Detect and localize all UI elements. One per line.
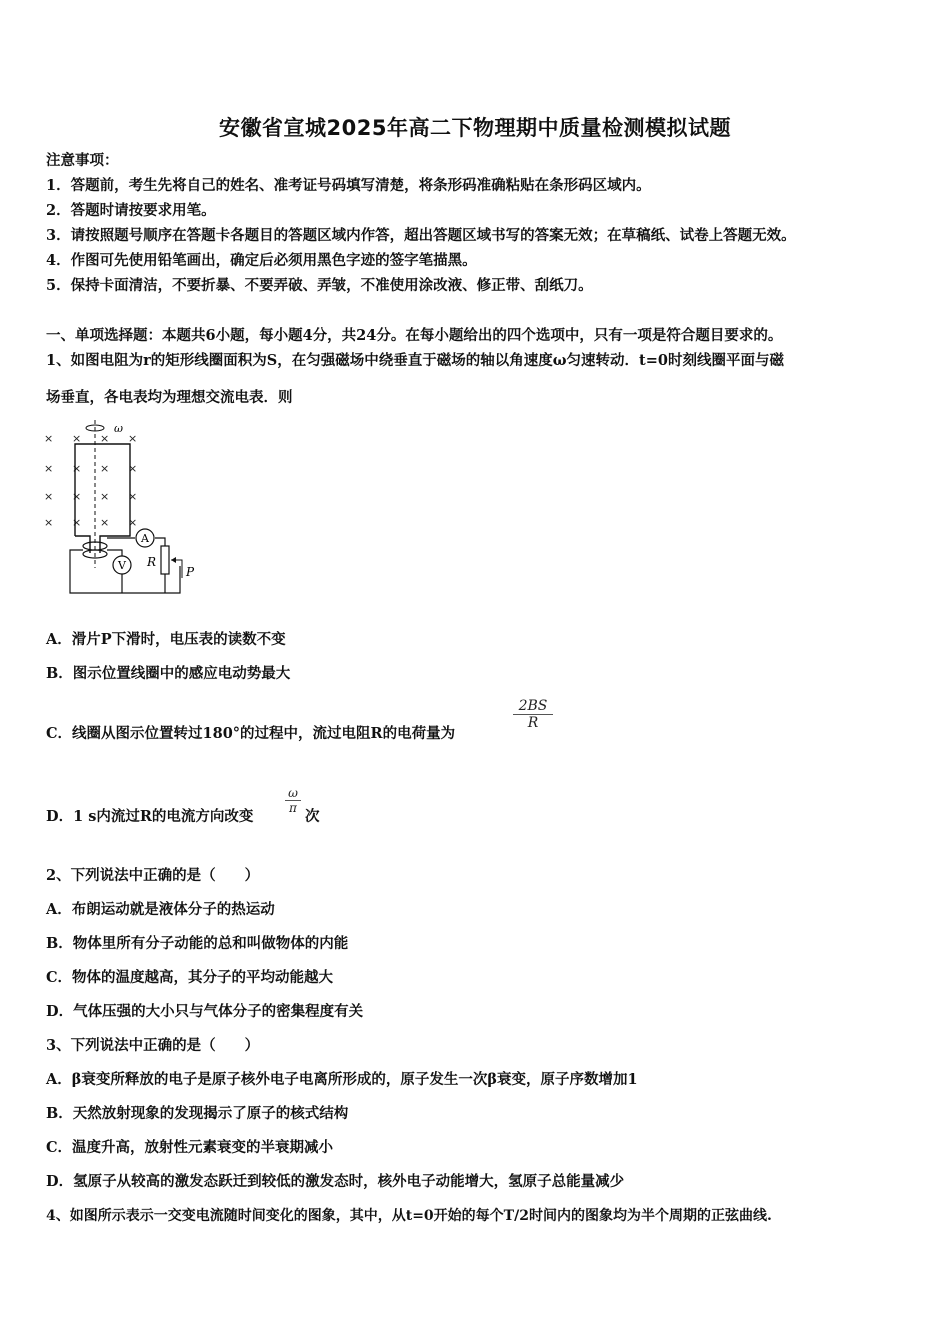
q2-option-d: D．气体压强的大小只与气体分子的密集程度有关 — [46, 1003, 364, 1020]
svg-text:×: × — [44, 462, 54, 475]
q1-option-b: B．图示位置线圈中的感应电动势最大 — [46, 665, 291, 682]
slider-label: P — [186, 565, 195, 579]
svg-text:×: × — [44, 490, 54, 503]
notes-item: 1．答题前，考生先将自己的姓名、准考证号码填写清楚，将条形码准确粘贴在条形码区域内。 — [46, 177, 651, 194]
q3-option-a: A．β衰变所释放的电子是原子核外电子电离所形成的，原子发生一次β衰变，原子序数增加1 — [46, 1071, 638, 1088]
q1-option-a: A．滑片P下滑时，电压表的读数不变 — [46, 631, 286, 648]
page-title: 安徽省宣城2025年高二下物理期中质量检测模拟试题 — [219, 116, 731, 140]
svg-text:×: × — [72, 490, 82, 503]
q3-option-b: B．天然放射现象的发现揭示了原子的核式结构 — [46, 1105, 349, 1122]
svg-text:×: × — [128, 432, 138, 445]
fraction-numerator: ω — [288, 786, 298, 800]
svg-text:×: × — [128, 490, 138, 503]
q2-option-a: A．布朗运动就是液体分子的热运动 — [46, 901, 275, 918]
svg-text:×: × — [100, 490, 110, 503]
q1-option-c: C．线圈从图示位置转过180°的过程中，流过电阻R的电荷量为 — [46, 725, 456, 742]
svg-text:×: × — [128, 462, 138, 475]
omega-label: ω — [114, 422, 123, 435]
resistor-label: R — [147, 555, 157, 569]
q1-circuit-diagram — [40, 418, 210, 598]
notes-item: 2．答题时请按要求用笔。 — [46, 202, 216, 219]
notes-item: 5．保持卡面清洁，不要折暴、不要弄破、弄皱，不准使用涂改液、修正带、刮纸刀。 — [46, 277, 593, 294]
q4-stem: 4、如图所示表示一交变电流随时间变化的图象，其中，从t=0开始的每个T/2时间内的图象均为半个周期的正弦曲线. — [46, 1208, 772, 1224]
magnetic-field-crosses — [44, 432, 137, 529]
q1-option-d-suffix: 次 — [305, 808, 320, 825]
q2-option-c: C．物体的温度越高，其分子的平均动能越大 — [46, 969, 334, 986]
q1-option-d-prefix: D．1 s内流过R的电流方向改变 — [46, 808, 254, 825]
q2-option-b: B．物体里所有分子动能的总和叫做物体的内能 — [46, 935, 349, 952]
q3-option-d: D．氢原子从较高的激发态跃迁到较低的激发态时，核外电子动能增大，氢原子总能量减少 — [46, 1173, 625, 1190]
notes-item: 3．请按照题号顺序在答题卡各题目的答题区域内作答，超出答题区域书写的答案无效；在草稿纸、试卷上答题无效。 — [46, 227, 796, 244]
q1-option-c-fraction — [513, 698, 553, 731]
voltmeter-label: V — [118, 559, 126, 572]
svg-text:×: × — [72, 516, 82, 529]
fraction-numerator: 2BS — [518, 698, 548, 714]
fraction-denominator: π — [289, 801, 297, 815]
ammeter-label: A — [141, 532, 149, 545]
notes-heading: 注意事项： — [46, 152, 119, 169]
svg-text:×: × — [100, 432, 110, 445]
fraction-denominator: R — [527, 715, 539, 731]
section-header: 一、单项选择题：本题共6小题，每小题4分，共24分。在每小题给出的四个选项中，只有一项是符合题目要求的。 — [46, 327, 783, 344]
notes-item: 4．作图可先使用铅笔画出，确定后必须用黑色字迹的签字笔描黑。 — [46, 252, 477, 269]
svg-text:×: × — [100, 516, 110, 529]
svg-text:×: × — [128, 516, 138, 529]
resistor-icon — [161, 546, 169, 574]
q3-option-c: C．温度升高，放射性元素衰变的半衰期减小 — [46, 1139, 334, 1156]
q1-stem-line1: 1、如图电阻为r的矩形线圈面积为S，在匀强磁场中绕垂直于磁场的轴以角速度ω匀速转动．t=0时刻线圈平面与磁 — [46, 352, 784, 369]
svg-text:×: × — [72, 432, 82, 445]
svg-text:×: × — [100, 462, 110, 475]
q2-stem: 2、下列说法中正确的是（ ） — [46, 867, 260, 884]
q1-option-d-fraction — [285, 786, 301, 815]
slider-arrow-icon — [171, 557, 176, 563]
svg-text:×: × — [44, 432, 54, 445]
svg-text:×: × — [44, 516, 54, 529]
q1-stem-line2: 场垂直，各电表均为理想交流电表．则 — [46, 389, 293, 406]
q3-stem: 3、下列说法中正确的是（ ） — [46, 1037, 260, 1054]
svg-text:×: × — [72, 462, 82, 475]
